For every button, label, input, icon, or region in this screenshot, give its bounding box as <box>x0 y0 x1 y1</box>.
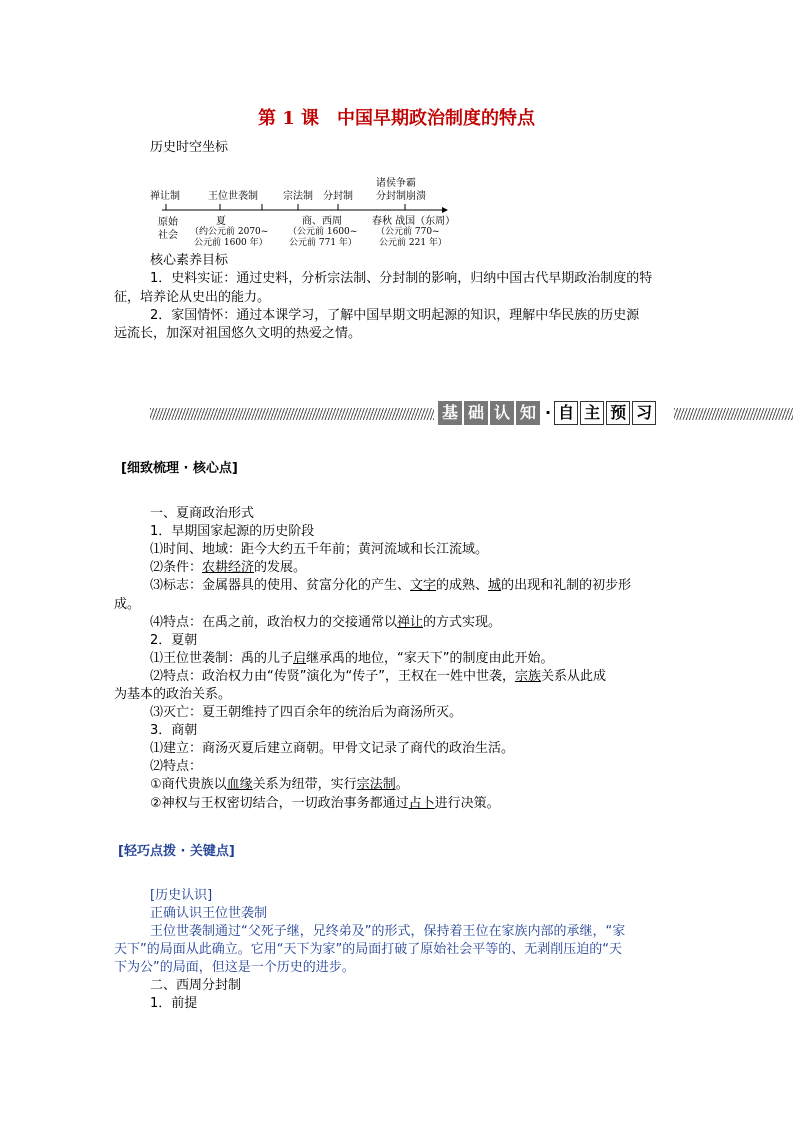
s1-line: 2．夏朝 <box>150 633 198 648</box>
s1-line: ⑷特点：在禹之前，政治权力的交接通常以禅让的方式实现。 <box>150 615 502 630</box>
period-xia-dates: （约公元前 2070~ <box>190 227 269 237</box>
s1-line: ⑶标志：金属器具的使用、贫富分化的产生、文字的成熟、城的出现和礼制的初步形 <box>150 578 632 593</box>
timeline-axis <box>150 202 450 216</box>
s1-line: ⑴时间、地域：距今大约五千年前；黄河流域和长江流域。 <box>150 542 489 557</box>
s1-line: ⑴建立：商汤灭夏后建立商朝。甲骨文记录了商代的政治生活。 <box>150 741 515 756</box>
s2-heading: 正确认识王位世袭制 <box>150 906 268 921</box>
section-tag-core: [细致梳理 · 核心点] <box>121 461 238 476</box>
s1-line: ⑵特点： <box>150 759 203 774</box>
s1-line: 成。 <box>114 597 141 612</box>
s1-heading: 一、夏商政治形式 <box>150 506 255 521</box>
s2-tag: [历史认识] <box>150 888 213 903</box>
period-xia: 夏 <box>216 216 226 227</box>
period-yuanshi-2: 社会 <box>158 230 178 241</box>
timeline-label-zhengba: 诸侯争霸 <box>376 178 416 189</box>
goal-2-line-1: 2．家国情怀：通过本课学习，了解中国早期文明起源的知识，理解中华民族的历史源 <box>150 308 640 323</box>
section-banner <box>150 401 793 427</box>
goals-heading: 核心素养目标 <box>150 253 229 268</box>
banner-char: 主 <box>580 401 604 425</box>
s1-line: 为基本的政治关系。 <box>114 687 232 702</box>
period-yuanshi: 原始 <box>158 217 178 228</box>
s1-line: ①商代贵族以血缘关系为纽带，实行宗法制。 <box>150 777 409 792</box>
s2-para-line: 天下”的局面从此确立。它用“天下为家”的局面打破了原始社会平等的、无剥削压迫的“天 <box>114 942 622 957</box>
goal-1-line-2: 征，培养论从史出的能力。 <box>114 290 271 305</box>
goal-2-line-2: 远流长，加深对祖国悠久文明的热爱之情。 <box>114 326 362 341</box>
banner-char: 基 <box>438 401 462 425</box>
banner-char: 认 <box>490 401 514 425</box>
banner-char: 习 <box>632 401 656 425</box>
s2-para-line: 王位世袭制通过“父死子继，兄终弟及”的形式，保持着王位在家族内部的承继，“家 <box>150 924 626 939</box>
banner-stripes-left <box>150 408 434 420</box>
period-xia-dates-2: 公元前 1600 年） <box>194 238 268 248</box>
timeline-label-bengkui: 分封制崩溃 <box>376 191 426 202</box>
s1-line: ⑵条件：农耕经济的发展。 <box>150 560 307 575</box>
s1-line: ⑶灭亡：夏王朝维持了四百余年的统治后为商汤所灭。 <box>150 705 463 720</box>
s1-line: 3．商朝 <box>150 723 198 738</box>
banner-dot: · <box>545 403 552 422</box>
banner-char: 预 <box>606 401 630 425</box>
s2-next-heading: 二、西周分封制 <box>150 978 242 993</box>
s2-para-line: 下为公”的局面，但这是一个历史的进步。 <box>114 960 355 975</box>
period-dongzhou-dates-2: 公元前 221 年） <box>379 238 447 248</box>
banner-char: 础 <box>464 401 488 425</box>
timeline-label-zongfa: 宗法制 <box>283 191 313 202</box>
period-shang-zhou-dates: （公元前 1600~ <box>288 227 358 237</box>
banner-char: 知 <box>516 401 540 425</box>
period-dongzhou-dates: （公元前 770~ <box>376 227 440 237</box>
s1-line: ⑴王位世袭制：禹的儿子启继承禹的地位，“家天下”的制度由此开始。 <box>150 651 554 666</box>
banner-char: 自 <box>554 401 578 425</box>
page-title: 第 1 课 中国早期政治制度的特点 <box>257 108 536 129</box>
timeline <box>150 172 456 252</box>
period-shang-zhou-dates-2: 公元前 771 年） <box>289 238 357 248</box>
s1-line: ②神权与王权密切结合，一切政治事务都通过占卜进行决策。 <box>150 796 500 811</box>
timeline-heading: 历史时空坐标 <box>150 140 229 155</box>
timeline-label-fenfeng: 分封制 <box>323 191 353 202</box>
timeline-label-wangwei: 王位世袭制 <box>208 191 258 202</box>
period-dongzhou: 春秋 战国（东周） <box>372 216 456 227</box>
timeline-label-shanrang: 禅让制 <box>150 191 180 202</box>
goal-1-line-1: 1．史料实证：通过史料，分析宗法制、分封制的影响，归纳中国古代早期政治制度的特 <box>150 271 653 286</box>
s1-line: ⑵特点：政治权力由“传贤”演化为“传子”，王权在一姓中世袭，宗族关系从此成 <box>150 669 606 684</box>
banner-title <box>438 401 658 425</box>
banner-stripes-right <box>674 408 793 420</box>
section-tag-key: [轻巧点拨 · 关键点] <box>118 844 235 859</box>
s1-line: 1．早期国家起源的历史阶段 <box>150 524 315 539</box>
period-shang-zhou: 商、西周 <box>302 216 342 227</box>
s2-next-line: 1．前提 <box>150 996 198 1011</box>
